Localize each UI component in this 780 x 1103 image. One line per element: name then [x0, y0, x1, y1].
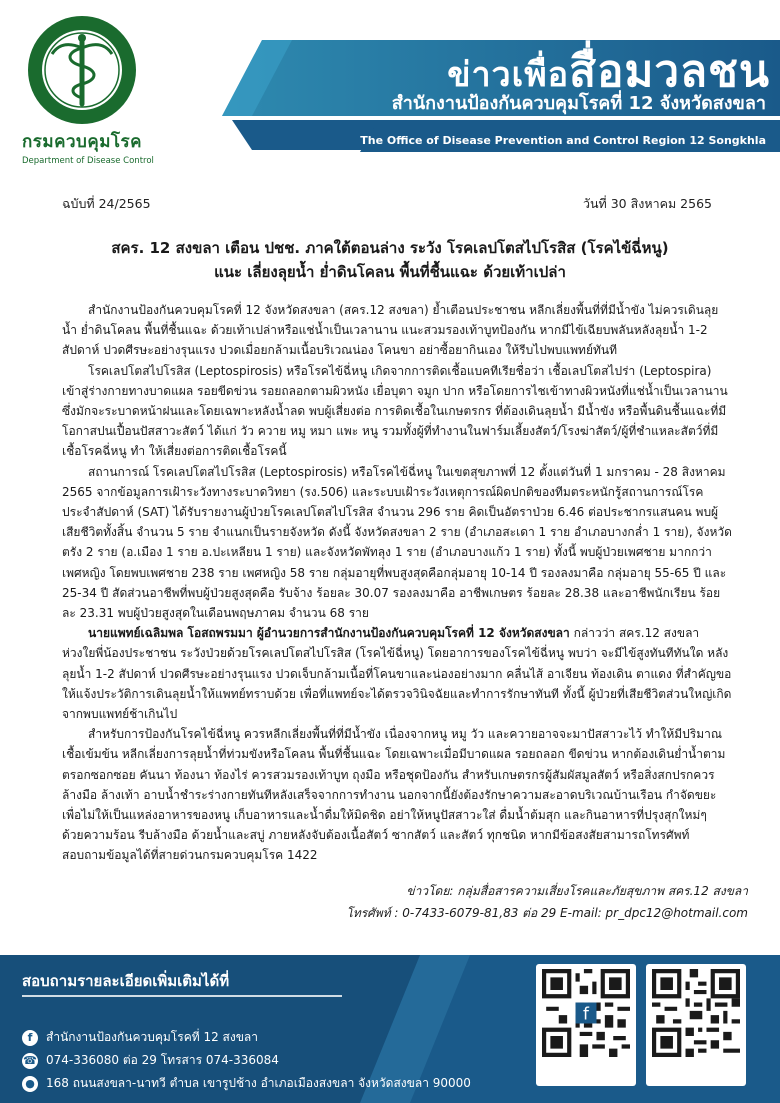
- footer-title: สอบถามรายละเอียดเพิ่มเติมได้ที่: [22, 972, 230, 990]
- banner-title-part1: ข่าวเพื่อ: [447, 55, 570, 95]
- press-contact: [346, 880, 748, 924]
- press-contact-by: ข่าวโดย: กลุ่มสื่อสารความเสี่ยงโรคและภัยสุขภาพ สคร.12 สงขลา: [406, 884, 748, 898]
- banner-title-part2: สื่อมวลชน: [569, 46, 770, 97]
- banner-english-title: The Office of Disease Prevention and Control Region 12 Songkhla: [360, 134, 766, 147]
- footer-phone-text: 074-336080 ต่อ 29 โทรสาร 074-336084: [46, 1053, 279, 1067]
- director-name: นายแพทย์เฉลิมพล โอสถพรมมา ผู้อำนวยการสำนักงานป้องกันควบคุมโรคที่ 12 จังหวัดสงขลา: [88, 626, 570, 641]
- paragraph-4: [62, 623, 732, 724]
- paragraph-1: สำนักงานป้องกันควบคุมโรคที่ 12 จังหวัดสงขลา (สคร.12 สงขลา) ย้ำเตือนประชาชน หลีกเลี่ยงพื้นที่ที่มีน้ำขัง ไม่ควรเดินลุยน้ำ ย่ำดินโคลน พื้นที่ชื้นแฉะ ด้วยเท้าเปล่าหรือแช่น้ำเป็นเวลานาน แนะสวมรองเท้าบูทป้องกัน หากมีไข้เฉียบพลันหลังลุยน้ำ 1-2 สัปดาห์ ปวดศีรษะอย่างรุนแรง ปวดเมื่อยกล้ามเนื้อบริเวณน่อง โคนขา อย่าซื้อยากินเอง ให้รีบไปพบแพทย์ทันที: [62, 303, 719, 358]
- footer-address: [22, 1074, 471, 1093]
- footer-facebook[interactable]: [22, 1028, 258, 1047]
- footer-phone[interactable]: [22, 1051, 279, 1070]
- paragraph-3: สถานการณ์ โรคเลปโตสไปโรสิส (Leptospirosis) หรือโรคไข้ฉี่หนู ในเขตสุขภาพที่ 12 ตั้งแต่วันที่ 1 มกราคม - 28 สิงหาคม 2565 จากข้อมูลการเฝ้าระวังทางระบาดวิทยา (รง.506) และระบบเฝ้าระวังเหตุการณ์ผิดปกติของทีมตระหนักรู้สถานการณ์โรคประจำสัปดาห์ (SAT) ได้รับรายงานผู้ป่วยโรคเลปโตสไปโรสิส จำนวน 296 ราย คิดเป็นอัตราป่วย 6.46 ต่อประชากรแสนคน พบผู้เสียชีวิตทั้งสิ้น จำนวน 5 ราย จำแนกเป็นรายจังหวัด ดังนี้ จังหวัดสงขลา 2 ราย (อำเภอสะเดา 1 ราย อำเภอบางกล่ำ 1 ราย), จังหวัดตรัง 2 ราย (อ.เมือง 1 ราย อ.ปะเหลียน 1 ราย) และจังหวัดพัทลุง 1 ราย (อำเภอบางแก้ว 1 ราย) ทั้งนี้ พบผู้ป่วยเพศชาย มากกว่า เพศหญิง โดยพบเพศชาย 238 ราย เพศหญิง 58 ราย กลุ่มอายุที่พบสูงสุดคือกลุ่มอายุ 10-14 ปี รองลงมาคือ กลุ่มอายุ 55-65 ปี และ 25-34 ปี สัดส่วนอาชีพที่พบผู้ป่วยสูงสุดคือ รับจ้าง ร้อยละ 30.07 รองลงมาคือ อาชีพเกษตร ร้อยละ 28.38 และอาชีพนักเรียน ร้อยละ 23.31 พบผู้ป่วยสูงสุดในเดือนพฤษภาคม จำนวน 68 ราย: [62, 464, 732, 621]
- issue-date: วันที่ 30 สิงหาคม 2565: [582, 196, 712, 211]
- department-logo: [22, 14, 154, 186]
- phone-icon: ☎: [23, 1054, 37, 1067]
- facebook-icon: f: [22, 1030, 38, 1046]
- headline: [0, 236, 780, 284]
- footer: [0, 955, 780, 1103]
- banner-subtitle: สำนักงานป้องกันควบคุมโรคที่ 12 จังหวัดสงขลา: [391, 93, 766, 114]
- footer-facebook-text: สำนักงานป้องกันควบคุมโรคที่ 12 สงขลา: [46, 1030, 259, 1044]
- issue-number: ฉบับที่ 24/2565: [62, 196, 151, 211]
- footer-divider: [22, 995, 342, 997]
- press-contact-phone: โทรศัพท์ : 0-7433-6079-81,83 ต่อ 29 E-mail: pr_dpc12@hotmail.com: [346, 906, 748, 920]
- qr-code-icon: [542, 969, 630, 1057]
- ministry-seal-icon: [26, 14, 138, 126]
- department-name-en: Department of Disease Control: [22, 156, 154, 166]
- paragraph-2: โรคเลปโตสไปโรสิส (Leptospirosis) หรือโรคไข้ฉี่หนู เกิดจากการติดเชื้อแบคทีเรียชื่อว่า เชื้อเลปโตสไปร่า (Leptospira) เข้าสู่ร่างกายทางบาดแผล รอยขีดข่วน รอยถลอกตามผิวหนัง เยื่อบุตา จมูก ปาก หรือโดยการไชเข้าทางผิวหนังที่แช่น้ำเป็นเวลานาน ซึ่งมักจะระบาดหน้าฝนและโดยเฉพาะหลังน้ำลด พบผู้เสี่ยงต่อ การติดเชื้อในเกษตรกร ที่ต้องเดินลุยน้ำ มีน้ำขัง หรือพื้นดินชื้นแฉะที่มีโอกาสปนเปื้อนปัสสาวะสัตว์ ได้แก่ วัว ควาย หมู หมา แพะ หนู รวมทั้งผู้ที่ทำงานในฟาร์มเลี้ยงสัตว์/โรงฆ่าสัตว์/ผู้ที่ชำแหละสัตว์ที่มีเชื้อโรคฉี่หนู ทำ ให้เสี่ยงต่อการติดเชื้อโรคนี้: [62, 363, 728, 459]
- paragraph-5: สำหรับการป้องกันโรคไข้ฉี่หนู ควรหลีกเลี่ยงพื้นที่ที่มีน้ำขัง เนื่องจากหนู หมู วัว และควายอาจจะมาปัสสาวะไว้ ทำให้มีปริมาณเชื้อเข้มข้น หลีกเลี่ยงการลุยน้ำที่ท่วมขังหรือโคลน พื้นที่ชื้นแฉะ โดยเฉพาะเมื่อมีบาดแผล รอยถลอก ขีดข่วน หากต้องเดินย่ำน้ำตามตรอกซอกซอย คันนา ท้องนา ท้องไร่ ควรสวมรองเท้าบูท ถุงมือ หรือชุดป้องกัน สำหรับเกษตรกรผู้สัมผัสมูลสัตว์ หรือสิ่งสกปรกควรล้างมือ ล้างเท้า อาบน้ำชำระร่างกายทันทีหลังเสร็จจากการทำงาน นอกจากนี้ยังต้องรักษาความสะอาดบริเวณบ้านเรือน กำจัดขยะเพื่อไม่ให้เป็นแหล่งอาหารของหนู เก็บอาหารและน้ำดื่มให้มิดชิด อย่าให้หนูปัสสาวะใส่ ดื่มน้ำต้มสุก และกินอาหารที่ปรุงสุกใหม่ๆ ด้วยความร้อน รีบล้างมือ ด้วยน้ำและสบู่ ภายหลังจับต้องเนื้อสัตว์ ซากสัตว์ และสัตว์ ทุกชนิด หากมีข้อสงสัยสามารถโทรศัพท์สอบถามข้อมูลได้ที่สายด่วนกรมควบคุมโรค 1422: [62, 727, 726, 863]
- qr-code-1[interactable]: [536, 964, 636, 1086]
- department-name-th: กรมควบคุมโรค: [22, 132, 143, 152]
- svg-text:f: f: [583, 1003, 589, 1024]
- headline-line1: สคร. 12 สงขลา เตือน ปชช. ภาคใต้ตอนล่าง ระวัง โรคเลปโตสไปโรสิส (โรคไข้ฉี่หนู): [111, 239, 669, 257]
- qr-code-icon: [652, 969, 740, 1057]
- paragraph-4-text: กล่าวว่า สคร.12 สงขลา ห่วงใยพี่น้องประชาชน ระวังป่วยด้วยโรคเลปโตสไปโรสิส (โรคไข้ฉี่หนู) โดยอาการของโรคไข้ฉี่หนู พบว่า จะมีไข้สูงทันทีทันใด หลังลุยน้ำ 1-2 สัปดาห์ ปวดศีรษะอย่างรุนแรง ปวดเจ็บกล้ามเนื้อที่โคนขาและน่องอย่างมาก คลื่นไส้ อาเจียน ท้องเดิน ตาแดง ที่สำคัญขอให้แจ้งประวัติการเดินลุยน้ำให้แพทย์ทราบด้วย เพื่อที่แพทย์จะได้ตรวจวินิจฉัยและทำการรักษาทันที ทั้งนี้ ผู้ป่วยที่เสียชีวิตส่วนใหญ่เกิดจากพบแพทย์ช้าเกินไป: [62, 626, 732, 722]
- headline-line2: แนะ เลี่ยงลุยน้ำ ย่ำดินโคลน พื้นที่ชื้นแฉะ ด้วยเท้าเปล่า: [214, 263, 566, 281]
- qr-code-2[interactable]: [646, 964, 746, 1086]
- footer-address-text: 168 ถนนสงขลา-นาทวี ตำบล เขารูปช้าง อำเภอเมืองสงขลา จังหวัดสงขลา 90000: [46, 1076, 471, 1090]
- location-icon: ●: [22, 1076, 38, 1092]
- article-body: [62, 300, 732, 866]
- header: [0, 0, 780, 192]
